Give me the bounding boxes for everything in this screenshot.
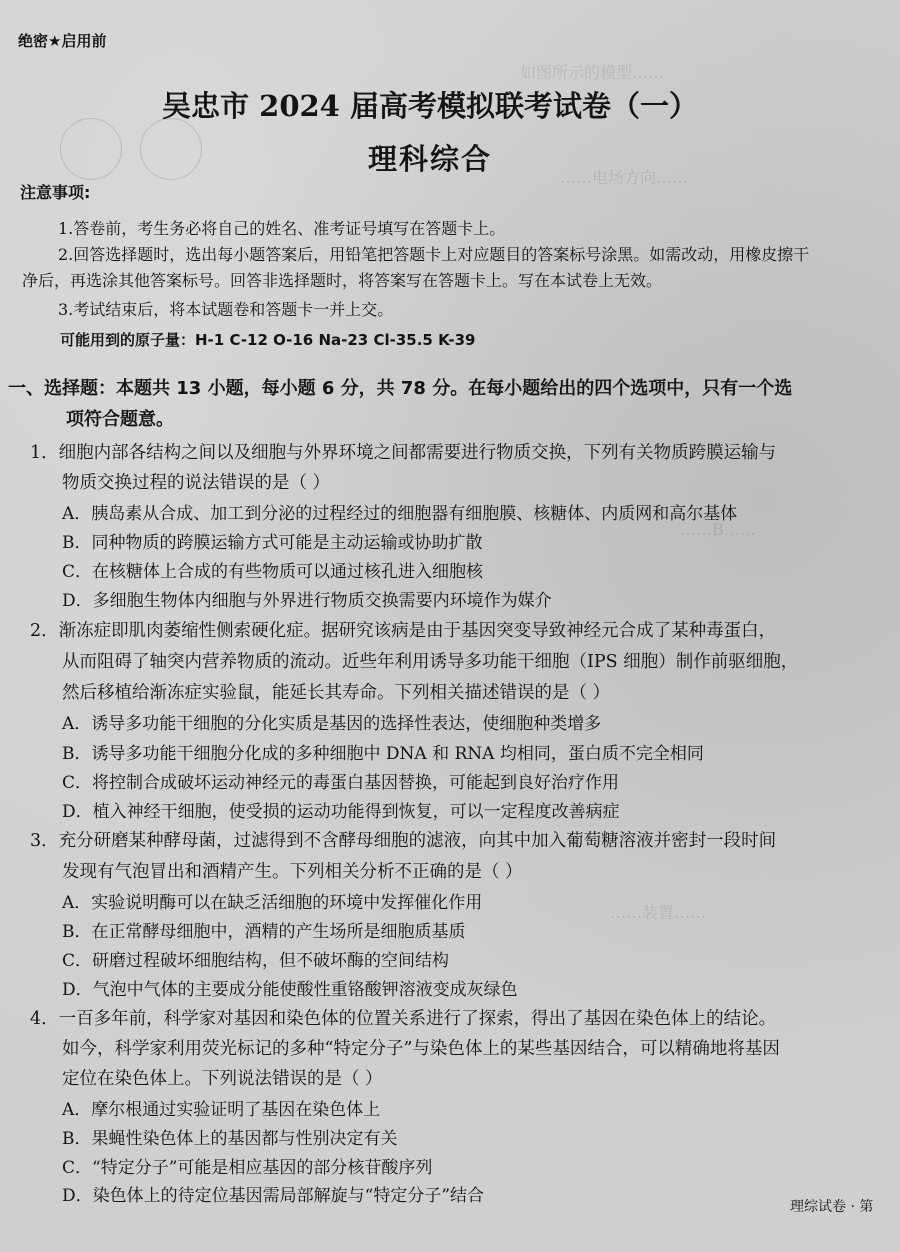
question-stem: 物质交换过程的说法错误的是（ ） xyxy=(62,473,331,493)
note-item: 1.答卷前，考生务必将自己的姓名、准考证号填写在答题卡上。 xyxy=(58,219,506,238)
note-item: 净后，再选涂其他答案标号。回答非选择题时，将答案写在答题卡上。写在本试卷上无效。 xyxy=(22,271,663,290)
question-stem: 1．细胞内部各结构之间以及细胞与外界环境之间都需要进行物质交换，下列有关物质跨膜运输与 xyxy=(30,443,777,463)
question-stem: 4．一百多年前，科学家对基因和染色体的位置关系进行了探索，得出了基因在染色体上的结论。 xyxy=(30,1009,777,1029)
note-item: 3.考试结束后，将本试题卷和答题卡一并上交。 xyxy=(58,300,394,319)
exam-title: 吴忠市 2024 届高考模拟联考试卷（一） xyxy=(162,89,698,123)
option-d: D．染色体上的待定位基因需局部解旋与“特定分子”结合 xyxy=(62,1186,485,1206)
question-stem: 定位在染色体上。下列说法错误的是（ ） xyxy=(62,1069,383,1089)
option-c: C．“特定分子”可能是相应基因的部分核苷酸序列 xyxy=(62,1158,433,1178)
option-a: A．实验说明酶可以在缺乏活细胞的环境中发挥催化作用 xyxy=(62,893,483,913)
question-stem: 如今，科学家利用荧光标记的多种“特定分子”与染色体上的某些基因结合，可以精确地将基因 xyxy=(62,1039,780,1059)
atomic-masses: 可能用到的原子量：H-1 C-12 O-16 Na-23 Cl-35.5 K-39 xyxy=(60,331,476,349)
option-d: D．气泡中气体的主要成分能使酸性重铬酸钾溶液变成灰绿色 xyxy=(62,980,518,1000)
question-stem: 然后移植给渐冻症实验鼠，能延长其寿命。下列相关描述错误的是（ ） xyxy=(62,683,611,703)
exam-subtitle: 理科综合 xyxy=(367,142,492,176)
bleed-through-text: 如图所示的模型…… xyxy=(520,63,665,82)
page-footer: 理综试卷 · 第 xyxy=(790,1199,874,1215)
question-stem: 2．渐冻症即肌肉萎缩性侧索硬化症。据研究该病是由于基因突变导致神经元合成了某种毒蛋白， xyxy=(30,621,777,641)
option-a: A．胰岛素从合成、加工到分泌的过程经过的细胞器有细胞膜、核糖体、内质网和高尔基体 xyxy=(62,504,738,524)
option-b: B．诱导多功能干细胞分化成的多种细胞中 DNA 和 RNA 均相同，蛋白质不完全相同 xyxy=(62,744,704,764)
option-c: C．在核糖体上合成的有些物质可以通过核孔进入细胞核 xyxy=(62,562,484,582)
option-a: A．摩尔根通过实验证明了基因在染色体上 xyxy=(62,1100,381,1120)
question-stem: 发现有气泡冒出和酒精产生。下列相关分析不正确的是（ ） xyxy=(62,862,523,882)
confidential-mark: 绝密★启用前 xyxy=(18,32,107,50)
section-heading-cont: 项符合题意。 xyxy=(66,409,174,430)
question-stem: 从而阻碍了轴突内营养物质的流动。近些年利用诱导多功能干细胞（IPS 细胞）制作前驱细胞， xyxy=(62,652,799,672)
notes-heading: 注意事项: xyxy=(20,183,91,202)
option-d: D．多细胞生物体内细胞与外界进行物质交换需要内环境作为媒介 xyxy=(62,591,552,611)
option-b: B．同种物质的跨膜运输方式可能是主动运输或协助扩散 xyxy=(62,533,483,553)
bleed-through-text: ……B…… xyxy=(680,520,756,539)
option-d: D．植入神经干细胞，使受损的运动功能得到恢复，可以一定程度改善病症 xyxy=(62,802,620,822)
option-c: C．研磨过程破坏细胞结构，但不破坏酶的空间结构 xyxy=(62,951,450,971)
bleed-through-text: ……电场方向…… xyxy=(560,168,689,187)
question-stem: 3．充分研磨某种酵母菌，过滤得到不含酵母细胞的滤液，向其中加入葡萄糖溶液并密封一段时间 xyxy=(30,831,777,851)
note-item: 2.回答选择题时，选出每小题答案后，用铅笔把答题卡上对应题目的答案标号涂黑。如需改动，用橡皮擦干 xyxy=(58,245,810,264)
option-b: B．在正常酵母细胞中，酒精的产生场所是细胞质基质 xyxy=(62,922,466,942)
option-b: B．果蝇性染色体上的基因都与性别决定有关 xyxy=(62,1129,398,1149)
bleed-through-text: ……装置…… xyxy=(610,903,707,922)
option-c: C．将控制合成破坏运动神经元的毒蛋白基因替换，可能起到良好治疗作用 xyxy=(62,773,620,793)
section-heading: 一、选择题：本题共 13 小题，每小题 6 分，共 78 分。在每小题给出的四个选项中，只有一个选 xyxy=(8,378,793,399)
option-a: A．诱导多功能干细胞的分化实质是基因的选择性表达，使细胞种类增多 xyxy=(62,714,602,734)
